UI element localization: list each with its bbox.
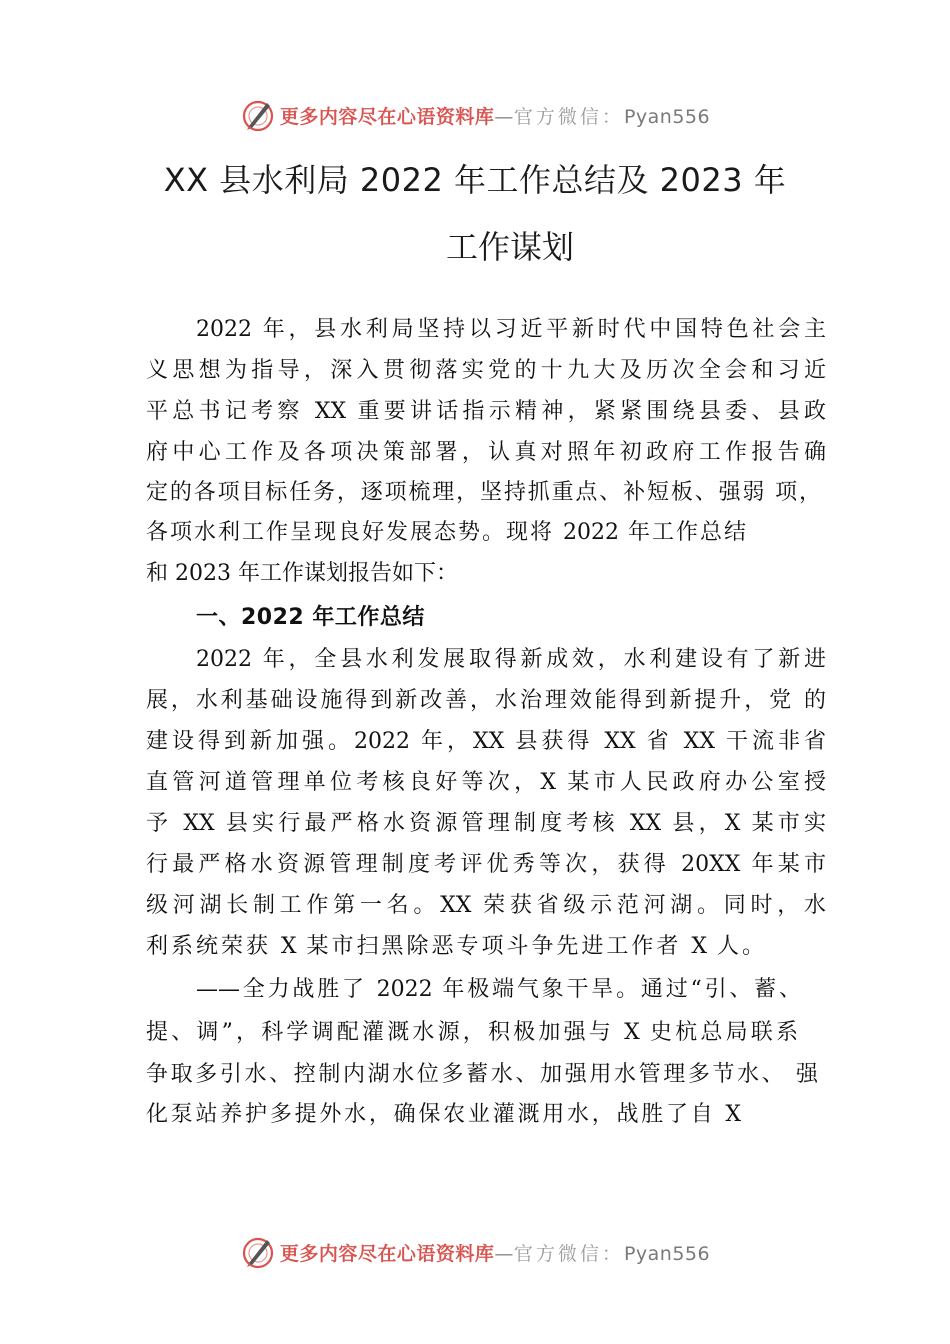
paragraph-line: 定的各项目标任务，逐项梳理，坚持抓重点、补短板、强弱 项，: [146, 480, 821, 505]
document-title-line-2: 工作谋划: [445, 228, 574, 266]
paragraph-line: 各项水利工作呈现良好发展态势。现将 2022 年工作总结: [146, 520, 746, 545]
watermark-dash: —: [494, 105, 514, 128]
document-title-line-1: XX 县水利局 2022 年工作总结及 2023 年: [163, 161, 787, 199]
watermark-brand: 更多内容尽在心语资料库: [279, 1242, 495, 1265]
paragraph-line: 直管河道管理单位考核良好等次，X 某市人民政府办公室授: [146, 770, 826, 795]
paragraph-line: 提、调”，科学调配灌溉水源，积极加强与 X 史杭总局联系: [146, 1020, 798, 1045]
footer-watermark: [0, 1232, 950, 1272]
watermark-wechat-id: Pyan556: [623, 105, 711, 128]
paragraph-line: 行最严格水资源管理制度考评优秀等次，获得 20XX 年某市: [146, 852, 826, 877]
watermark-text: [280, 1239, 710, 1266]
watermark-brand: 更多内容尽在心语资料库: [279, 105, 495, 128]
paragraph-line: ——全力战胜了 2022 年极端气象干旱。通过“引、蓄、: [196, 977, 801, 1002]
paragraph-line: 府中心工作及各项决策部署，认真对照年初政府工作报告确: [146, 440, 826, 465]
watermark-wechat-id: Pyan556: [623, 1242, 711, 1265]
header-watermark: [0, 95, 950, 135]
watermark-official-label: 官方微信：: [513, 105, 624, 128]
paragraph-line: 争取多引水、控制内湖水位多蓄水、加强用水管理多节水、 强: [146, 1062, 818, 1087]
paragraph-line: 2022 年，县水利局坚持以习近平新时代中国特色社会主: [196, 317, 826, 342]
pen-on-circle-icon: [240, 97, 276, 133]
paragraph-line: 化泵站养护多提外水，确保农业灌溉用水，战胜了自 X: [146, 1102, 741, 1127]
paragraph-line: 义思想为指导，深入贯彻落实党的十九大及历次全会和习近: [146, 358, 826, 383]
paragraph-line: 和 2023 年工作谋划报告如下：: [146, 561, 458, 586]
paragraph-line: 建设得到新加强。2022 年，XX 县获得 XX 省 XX 干流非省: [146, 729, 826, 754]
section-heading: 一、2022 年工作总结: [196, 605, 425, 630]
paragraph-line: 2022 年，全县水利发展取得新成效，水利建设有了新进: [196, 647, 826, 672]
watermark-official-label: 官方微信：: [513, 1242, 624, 1265]
paragraph-line: 展，水利基础设施得到新改善，水治理效能得到新提升，党 的: [146, 688, 826, 713]
watermark-text: [280, 102, 710, 129]
watermark-dash: —: [494, 1242, 514, 1265]
paragraph-line: 级河湖长制工作第一名。XX 荣获省级示范河湖。同时，水: [146, 893, 826, 918]
paragraph-line: 利系统荣获 X 某市扫黑除恶专项斗争先进工作者 X 人。: [146, 934, 764, 959]
paragraph-line: 平总书记考察 XX 重要讲话指示精神，紧紧围绕县委、县政: [146, 399, 826, 424]
paragraph-line: 予 XX 县实行最严格水资源管理制度考核 XX 县，X 某市实: [146, 811, 826, 836]
pen-on-circle-icon: [240, 1234, 276, 1270]
